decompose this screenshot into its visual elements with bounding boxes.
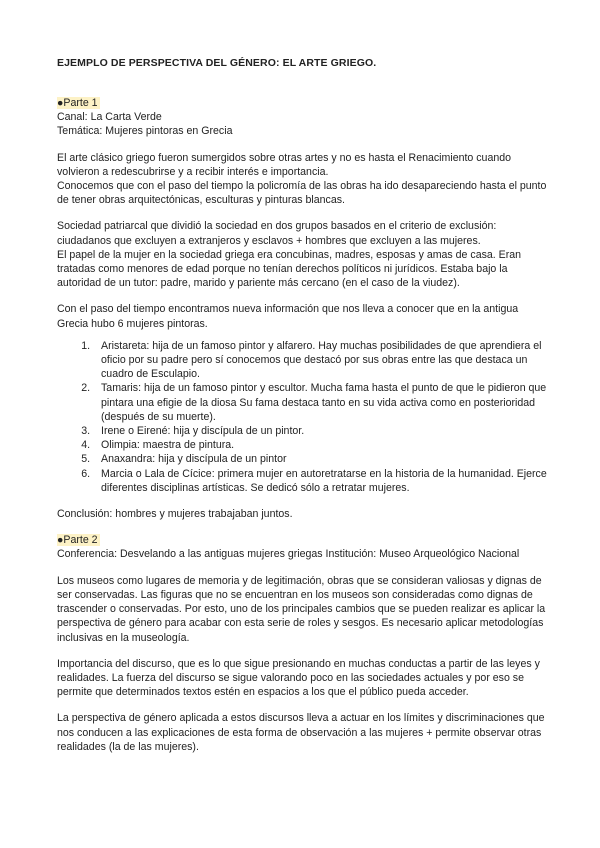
part1-paragraph-2a: Sociedad patriarcal que dividió la sociedad en dos grupos basados en el criterio de exclusión: ciudadanos que excluyen a extranjeros y esclavos + hombres que excluyen a las mujeres. xyxy=(57,220,497,247)
part1-heading-text: ●Parte 1 xyxy=(57,97,98,109)
list-item: 1. Aristareta: hija de un famoso pintor y alfarero. Hay muchas posibilidades de que aprendiera el oficio por su padre pero sí conocemos que destacó por sus obras entre las que destaca un cuadro de Esculapio. xyxy=(93,339,550,382)
part2-paragraph-1: Los museos como lugares de memoria y de legitimación, obras que se consideran valiosas y dignas de ser conservadas. Las figuras que no se encuentran en los museos son consideradas como dignas de trascender o conservadas. Por esto, uno de los principales cambios que se pueden realizar es aplicar la perspectiva de género para acabar con esta serie de roles y sesgos. Es necesario aplicar metodologías inclusivas en la museología. xyxy=(57,574,546,644)
list-item: 6. Marcia o Lala de Cícice: primera mujer en autoretratarse en la historia de la humanidad. Ejerce diferentes disciplinas artísticas. Se dedicó sólo a retratar mujeres. xyxy=(93,467,550,495)
part1-conclusion: Conclusión: hombres y mujeres trabajaban juntos. xyxy=(57,508,293,521)
list-item: 3. Irene o Eirené: hija y discípula de un pintor. xyxy=(93,424,550,438)
part2-heading-text: ●Parte 2 xyxy=(57,534,98,547)
part2-paragraph-3: La perspectiva de género aplicada a estos discursos lleva a actuar en los límites y discriminaciones que nos conducen a las explicaciones de esta forma de observación a las mujeres + permite observar otras realidades (la de las mujeres). xyxy=(57,712,545,753)
part2-conferencia: Conferencia: Desvelando a las antiguas mujeres griegas Institución: Museo Arqueológico Nacional xyxy=(57,548,520,561)
part1-paragraph-1a: El arte clásico griego fueron sumergidos sobre otras artes y no es hasta el Renacimiento cuando volvieron a redescubrirse y a recibir interés e importancia. xyxy=(57,151,512,178)
part1-tematica: Temática: Mujeres pintoras en Grecia xyxy=(57,125,233,138)
document-title: EJEMPLO DE PERSPECTIVA DEL GÉNERO: EL ARTE GRIEGO. xyxy=(57,57,377,69)
list-item: 4. Olimpia: maestra de pintura. xyxy=(93,438,550,452)
part1-paragraph-3: Con el paso del tiempo encontramos nueva información que nos lleva a conocer que en la antigua Grecia hubo 6 mujeres pintoras. xyxy=(57,303,519,330)
part2-heading xyxy=(57,533,550,547)
part1-paragraph-2b: El papel de la mujer en la sociedad griega era concubinas, madres, esposas y amas de casa. Eran tratadas como menores de edad porque no tenían derechos políticos ni jurídicos. Estaba bajo la autoridad de un tutor: padre, marido y pariente más cercano (en el caso de la viudez). xyxy=(57,248,522,290)
list-item: 5. Anaxandra: hija y discípula de un pintor xyxy=(93,452,550,466)
part2-paragraph-2: Importancia del discurso, que es lo que sigue presionando en muchas conductas a partir de las leyes y realidades. La fuerza del discurso se sigue valorando poco en las sociedades actuales y por eso se permite que determinados textos estén en espacios a los que el público pueda acceder. xyxy=(57,657,540,699)
part1-heading xyxy=(57,96,550,110)
list-item: 2. Tamaris: hija de un famoso pintor y escultor. Mucha fama hasta el punto de que le pidieron que pintara una efigie de la diosa Su fama destaca tanto en su vida activa como en posterioridad (después de su muerte). xyxy=(93,381,550,424)
part1-canal: Canal: La Carta Verde xyxy=(57,111,162,124)
part1-paragraph-1b: Conocemos que con el paso del tiempo la policromía de las obras ha ido desapareciendo hasta el punto de tener obras arquitectónicas, esculturas y pinturas blancas. xyxy=(57,180,547,207)
painters-list xyxy=(57,339,550,495)
